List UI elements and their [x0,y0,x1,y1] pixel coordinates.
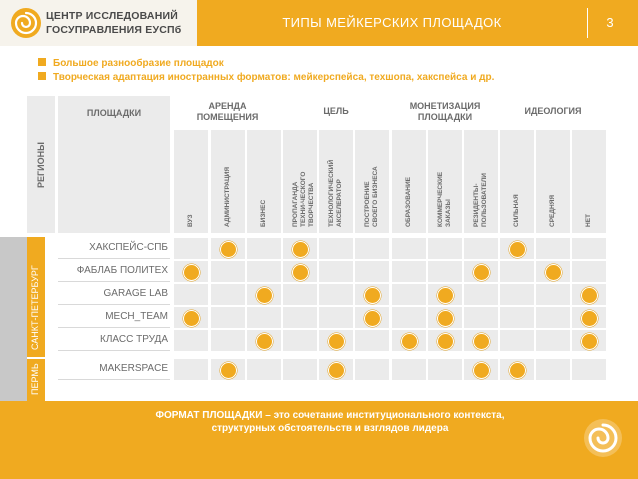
subcolumn-header-label: ВУЗ [187,214,194,227]
bullet-square-icon [38,72,46,80]
table-cell [500,261,534,282]
table-cell [211,330,245,351]
column-header-label: АРЕНДА ПОМЕЩЕНИЯ [196,100,259,122]
column-header-label: ПЛОЩАДКИ [86,108,142,118]
marker-dot [437,333,454,350]
bullet-text: Большое разнообразие площадок [53,58,224,69]
table-cell [355,330,389,351]
marker-dot [581,333,598,350]
table-cell [319,238,353,259]
bullet-item [38,72,494,83]
bullet-square-icon [38,58,46,66]
logo-area [0,0,197,46]
marker-dot [328,333,345,350]
marker-dot [183,264,200,281]
table-cell [536,359,570,380]
subcolumn-header [174,130,208,233]
table-cell [283,284,317,305]
table-cell [319,261,353,282]
subcolumn-header-label: КОММЕРЧЕСКИЕ ЗАКАЗЫ [437,171,452,227]
footer-line1: ФОРМАТ ПЛОЩАДКИ – это сочетание институционального контекста, [155,410,505,421]
table-cell [174,330,208,351]
subcolumn-header-label: ПОСТРОЕНИЕ СВОЕГО БИЗНЕСА [364,166,379,227]
row-label: ХАКСПЕЙС-СПБ [89,242,168,253]
table-cell [174,284,208,305]
table-cell [392,261,426,282]
subcolumn-header [536,130,570,233]
table-cell [428,238,462,259]
table-cell [572,359,606,380]
org-name-line1: ЦЕНТР ИССЛЕДОВАНИЙ [46,10,178,22]
table-cell [536,284,570,305]
row-divider [58,327,170,328]
marker-dot [364,310,381,327]
table-cell [283,330,317,351]
table-cell [247,261,281,282]
table-cell [247,359,281,380]
footer-text [60,409,600,435]
row-divider [58,281,170,282]
table-cell [283,359,317,380]
subcolumn-header [247,130,281,233]
subcolumn-header [428,130,462,233]
row-divider [58,350,170,351]
column-header-monetization [392,96,498,127]
page-number: 3 [606,15,614,30]
table-cell [536,330,570,351]
table-cell [392,238,426,259]
table-cell [500,307,534,328]
subcolumn-header-label: СРЕДНЯЯ [549,194,556,227]
table-cell [355,261,389,282]
spiral-logo-icon [10,7,42,39]
subcolumn-header-label: НЕТ [585,214,592,227]
column-header-ideology [500,96,606,127]
marker-dot [292,241,309,258]
column-header-rent [174,96,281,127]
table-cell [211,261,245,282]
regions-header [27,96,55,233]
region-label: ПЕРМЬ [30,363,40,395]
marker-dot [401,333,418,350]
row-label: MAKERSPACE [99,363,168,374]
marker-dot [256,287,273,304]
region-spb [27,237,45,357]
subcolumn-header [283,130,317,233]
table-cell [283,307,317,328]
table-cell [355,359,389,380]
table-cell [247,307,281,328]
table-cell [319,284,353,305]
row-divider [58,304,170,305]
marker-dot [183,310,200,327]
subcolumn-header-label: ТЕХНОЛОГИЧЕСКИЙ АКСЕЛЕРАТОР [328,159,343,227]
marker-dot [581,287,598,304]
subcolumn-header-label: ПРОПАГАНДА ТЕХНИ-ЧЕСКОГО ТВОРЧЕСТВА [292,171,315,227]
table-cell [247,238,281,259]
marker-dot [437,310,454,327]
table-cell [392,359,426,380]
page-title: ТИПЫ МЕЙКЕРСКИХ ПЛОЩАДОК [282,15,502,30]
column-header-goal [283,96,389,127]
table-cell [464,284,498,305]
table-cell [174,238,208,259]
column-header-label: ЦЕЛЬ [323,106,349,116]
table-cell [211,307,245,328]
subcolumn-header-label: РЕЗИДЕНТЫ-ПОЛЬЗОВАТЕЛИ [473,173,488,227]
subcolumn-header [211,130,245,233]
subcolumn-header-label: БИЗНЕС [260,199,267,227]
table-cell [572,261,606,282]
row-label: КЛАСС ТРУДА [100,334,168,345]
table-cell [536,307,570,328]
marker-dot [509,362,526,379]
row-divider [58,258,170,259]
marker-dot [581,310,598,327]
table-cell [500,284,534,305]
header-divider [587,8,588,38]
marker-dot [220,362,237,379]
subcolumn-header [319,130,353,233]
subcolumn-header [392,130,426,233]
table-cell [211,284,245,305]
bullet-text: Творческая адаптация иностранных форматов: мейкерспейса, техшопа, хакспейса и др. [53,72,495,83]
subcolumn-header-label: АДМИНИСТРАЦИЯ [224,166,231,227]
marker-dot [292,264,309,281]
marker-dot [328,362,345,379]
table-cell [392,307,426,328]
row-divider [58,379,170,380]
marker-dot [509,241,526,258]
row-label: GARAGE LAB [103,288,168,299]
table-cell [428,359,462,380]
row-label: MECH_TEAM [105,311,168,322]
marker-dot [364,287,381,304]
region-label: САНКТ-ПЕТЕРБУРГ [30,265,40,350]
table-cell [464,238,498,259]
table-cell [464,307,498,328]
column-header-sites [58,96,170,233]
subcolumn-header [572,130,606,233]
subcolumn-header [500,130,534,233]
subcolumn-header [355,130,389,233]
row-label: ФАБЛАБ ПОЛИТЕХ [76,265,168,276]
subcolumn-header [464,130,498,233]
marker-dot [437,287,454,304]
footer-line2: структурных обстоятельств и взглядов лидера [211,423,449,434]
marker-dot [473,333,490,350]
table-cell [428,261,462,282]
table-cell [355,238,389,259]
table-cell [572,238,606,259]
column-header-label: ИДЕОЛОГИЯ [524,106,582,116]
table-cell [536,238,570,259]
org-name-line2: ГОСУПРАВЛЕНИЯ ЕУСПб [46,24,182,36]
marker-dot [473,362,490,379]
marker-dot [473,264,490,281]
column-header-label: МОНЕТИЗАЦИЯ ПЛОЩАДКИ [409,100,481,122]
regions-header-label: РЕГИОНЫ [36,142,46,188]
subcolumn-header-label: ОБРАЗОВАНИЕ [405,177,412,227]
marker-dot [220,241,237,258]
table-cell [319,307,353,328]
regions-band [0,237,27,401]
table-cell [174,359,208,380]
org-name [46,9,181,37]
subcolumn-header-label: СИЛЬНАЯ [513,194,520,227]
region-perm [27,359,45,401]
bullet-item [38,58,224,69]
marker-dot [545,264,562,281]
table-cell [392,284,426,305]
table-cell [500,330,534,351]
marker-dot [256,333,273,350]
spiral-logo-icon [583,418,623,458]
